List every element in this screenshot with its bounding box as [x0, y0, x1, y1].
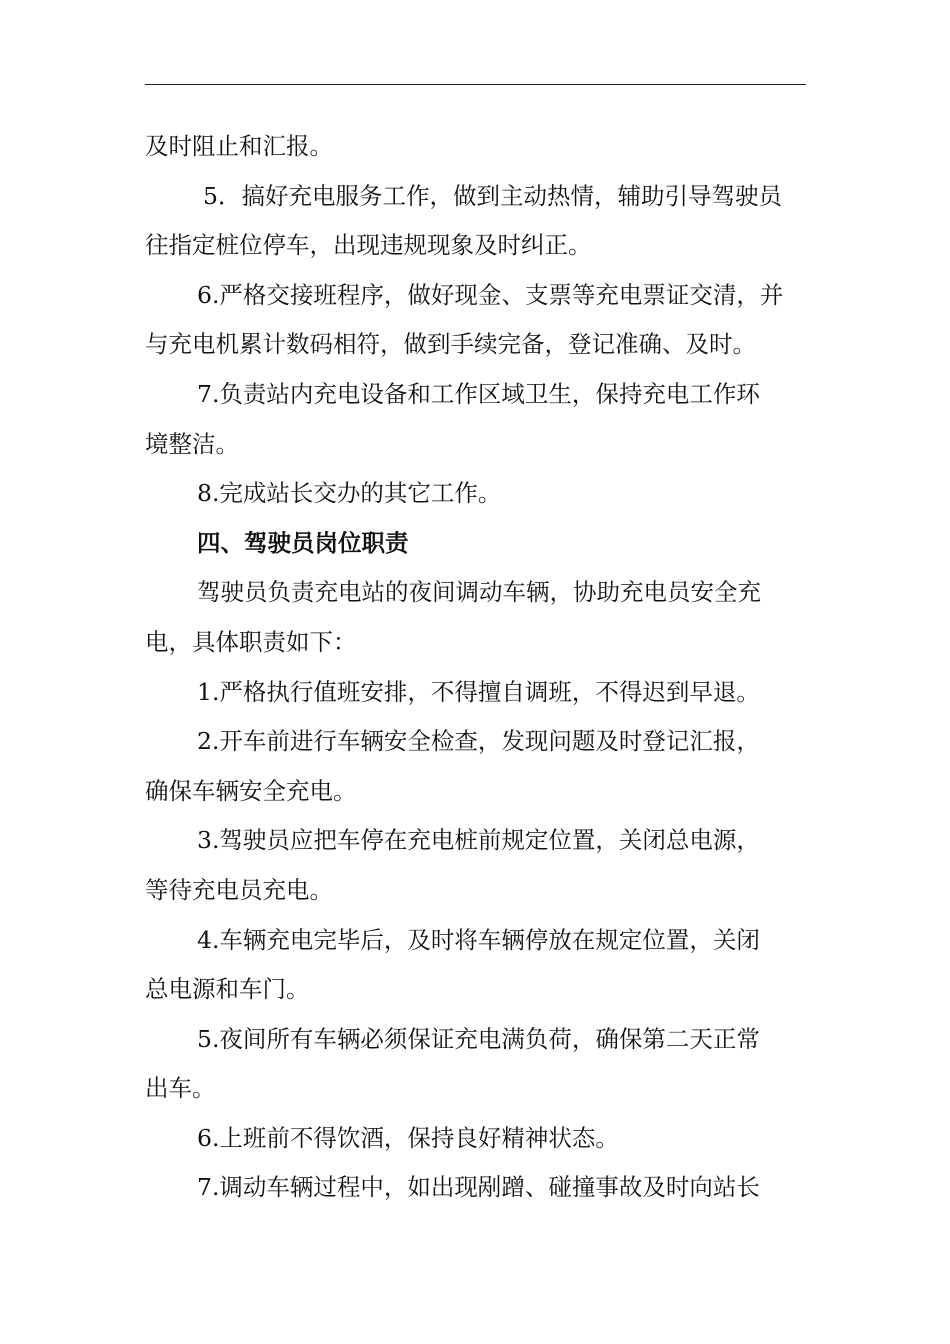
text-line: 境整洁。	[145, 429, 239, 458]
text-line: 6.上班前不得饮酒，保持良好精神状态。	[197, 1123, 619, 1152]
text-line: 1.严格执行值班安排，不得擅自调班，不得迟到早退。	[197, 677, 760, 706]
text-line: 4.车辆充电完毕后，及时将车辆停放在规定位置，关闭	[197, 925, 760, 954]
body-text	[145, 122, 807, 1213]
text-line: 确保车辆安全充电。	[145, 776, 357, 805]
text-line: 2.开车前进行车辆安全检查，发现问题及时登记汇报，	[197, 727, 760, 756]
text-line: 6.严格交接班程序，做好现金、支票等充电票证交清，并	[197, 280, 784, 309]
text-line: 7.负责站内充电设备和工作区域卫生，保持充电工作环	[197, 379, 760, 408]
text-line: 及时阻止和汇报。	[145, 132, 333, 160]
text-line: 5．搞好充电服务工作，做到主动热情，辅助引导驾驶员	[203, 181, 782, 210]
text-line: 驾驶员负责充电站的夜间调动车辆，协助充电员安全充	[197, 578, 761, 607]
text-line: 电，具体职责如下：	[145, 627, 357, 656]
text-line: 3.驾驶员应把车停在充电桩前规定位置，关闭总电源，	[197, 826, 760, 855]
header-rule	[145, 84, 806, 85]
text-line: 往指定桩位停车，出现违规现象及时纠正。	[145, 231, 592, 260]
text-line: 总电源和车门。	[145, 975, 310, 1004]
text-line: 等待充电员充电。	[145, 875, 333, 904]
text-line: 与充电机累计数码相符，做到手续完备，登记准确、及时。	[145, 330, 756, 359]
text-line: 7.调动车辆过程中，如出现剐蹭、碰撞事故及时向站长	[197, 1173, 760, 1202]
text-line: 5.夜间所有车辆必须保证充电满负荷，确保第二天正常	[197, 1024, 760, 1053]
section-heading: 四、驾驶员岗位职责	[197, 528, 409, 557]
text-line: 8.完成站长交办的其它工作。	[197, 479, 502, 508]
text-line: 出车。	[145, 1074, 216, 1103]
